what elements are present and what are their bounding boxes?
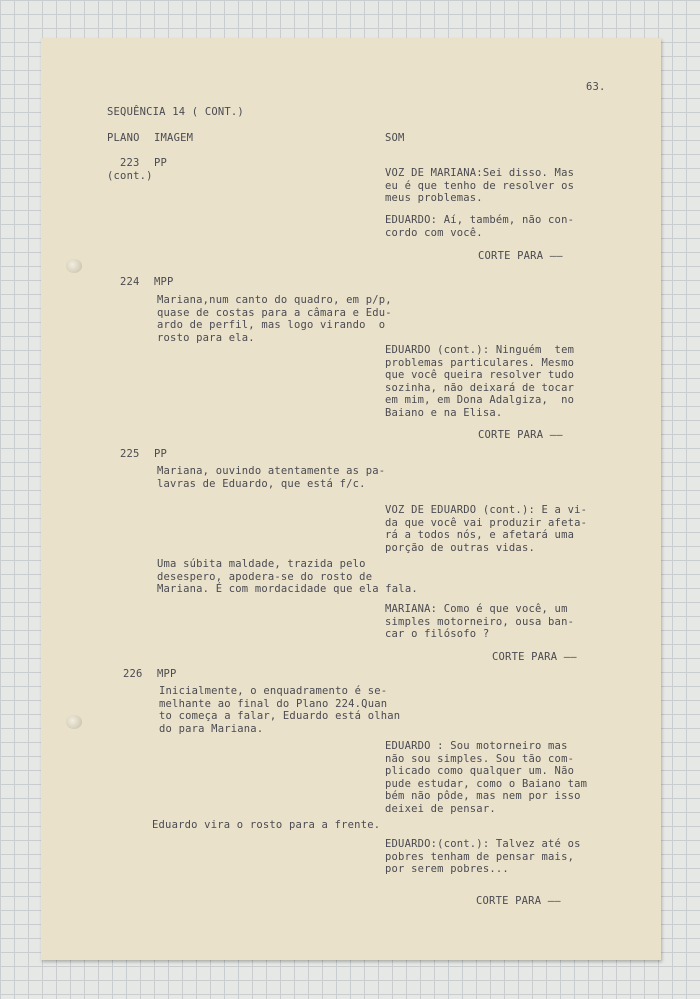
column-header-imagem: IMAGEM [154, 132, 194, 144]
sound-block [385, 504, 587, 554]
sound-line: bém não pôde, mas nem por isso [385, 790, 581, 802]
sound-line: simples motorneiro, ousa ban- [385, 615, 575, 628]
image-line: Eduardo vira o rosto para a frente. [152, 819, 381, 831]
image-line: ardo de perfil, mas logo virando o [157, 319, 386, 331]
sound-line: em mim, em Dona Adalgiza, no [385, 394, 575, 406]
cut-direction: CORTE PARA —— [476, 895, 561, 907]
image-block [157, 294, 392, 344]
shot-type: MPP [154, 276, 174, 288]
shot-type: PP [154, 448, 168, 460]
cut-direction: CORTE PARA —— [478, 429, 563, 441]
sound-line: EDUARDO : Sou motorneiro mas [385, 740, 568, 752]
page-number: 63. [586, 81, 606, 93]
image-line: Mariana,num canto do quadro, em p/p, [157, 294, 392, 306]
image-block [157, 465, 385, 490]
shot-cont-label: (cont.) [107, 170, 153, 182]
sound-line: deixei de pensar. [385, 802, 496, 815]
shot-number: 226 [123, 668, 143, 680]
sound-line: VOZ DE EDUARDO (cont.): E a vi- [385, 504, 588, 516]
column-header-plano: PLANO [107, 132, 140, 144]
punch-hole-bottom [66, 715, 82, 729]
sound-line: que você queira resolver tudo [385, 369, 575, 381]
shot-type: PP [154, 157, 168, 169]
image-block [159, 685, 400, 735]
sequence-title: SEQUÊNCIA 14 ( CONT.) [107, 106, 244, 118]
image-line: to começa a falar, Eduardo está olhan [159, 710, 401, 722]
sound-line: VOZ DE MARIANA:Sei disso. Mas [385, 167, 575, 179]
image-line: Mariana. É com mordacidade que ela fala. [157, 583, 418, 595]
image-line: melhante ao final do Plano 224.Quan [159, 697, 388, 710]
sound-line: pude estudar, como o Baiano tam [385, 777, 588, 790]
shot-number: 225 [120, 448, 140, 460]
sound-block [385, 838, 581, 876]
column-header-som: SOM [385, 132, 405, 144]
sound-line: eu é que tenho de resolver os [385, 179, 575, 192]
sound-line: EDUARDO: Aí, também, não con- [385, 214, 575, 226]
image-line: quase de costas para a câmara e Edu- [157, 306, 392, 319]
sound-block [385, 167, 574, 205]
image-block [152, 819, 380, 832]
image-line: desespero, apodera-se do rosto de [157, 570, 373, 583]
shot-type: MPP [157, 668, 177, 680]
sound-line: sozinha, não deixará de tocar [385, 381, 575, 394]
cut-direction: CORTE PARA —— [492, 651, 577, 663]
sound-line: da que você vai produzir afeta- [385, 516, 588, 529]
punch-hole-top [66, 259, 82, 273]
image-line: do para Mariana. [159, 722, 264, 735]
sound-block [385, 740, 587, 815]
sound-block [385, 344, 574, 419]
image-line: lavras de Eduardo, que está f/c. [157, 477, 366, 490]
sound-block [385, 603, 574, 641]
image-line: Mariana, ouvindo atentamente as pa- [157, 465, 386, 477]
sound-line: EDUARDO:(cont.): Talvez até os [385, 838, 581, 850]
shot-number: 224 [120, 276, 140, 288]
sound-line: car o filósofo ? [385, 628, 490, 640]
image-line: Uma súbita maldade, trazida pelo [157, 558, 366, 570]
sound-line: não sou simples. Sou tão com- [385, 752, 575, 765]
sound-line: Baiano e na Elisa. [385, 406, 503, 419]
sound-line: cordo com você. [385, 226, 483, 239]
sound-line: por serem pobres... [385, 863, 509, 875]
image-line: rosto para ela. [157, 331, 255, 344]
image-line: Inicialmente, o enquadramento é se- [159, 685, 388, 697]
sound-line: rá a todos nós, e afetará uma [385, 529, 575, 541]
cut-direction: CORTE PARA —— [478, 250, 563, 262]
shot-number: 223 [120, 157, 140, 169]
sound-line: EDUARDO (cont.): Ninguém tem [385, 344, 575, 356]
sound-line: pobres tenham de pensar mais, [385, 850, 575, 863]
sound-line: plicado como qualquer um. Não [385, 765, 575, 777]
sound-line: problemas particulares. Mesmo [385, 356, 575, 369]
sound-line: MARIANA: Como é que você, um [385, 603, 568, 615]
sound-line: meus problemas. [385, 192, 483, 204]
image-block [157, 558, 418, 596]
typewritten-page [41, 38, 661, 960]
sound-block [385, 214, 574, 239]
sound-line: porção de outras vidas. [385, 541, 535, 554]
